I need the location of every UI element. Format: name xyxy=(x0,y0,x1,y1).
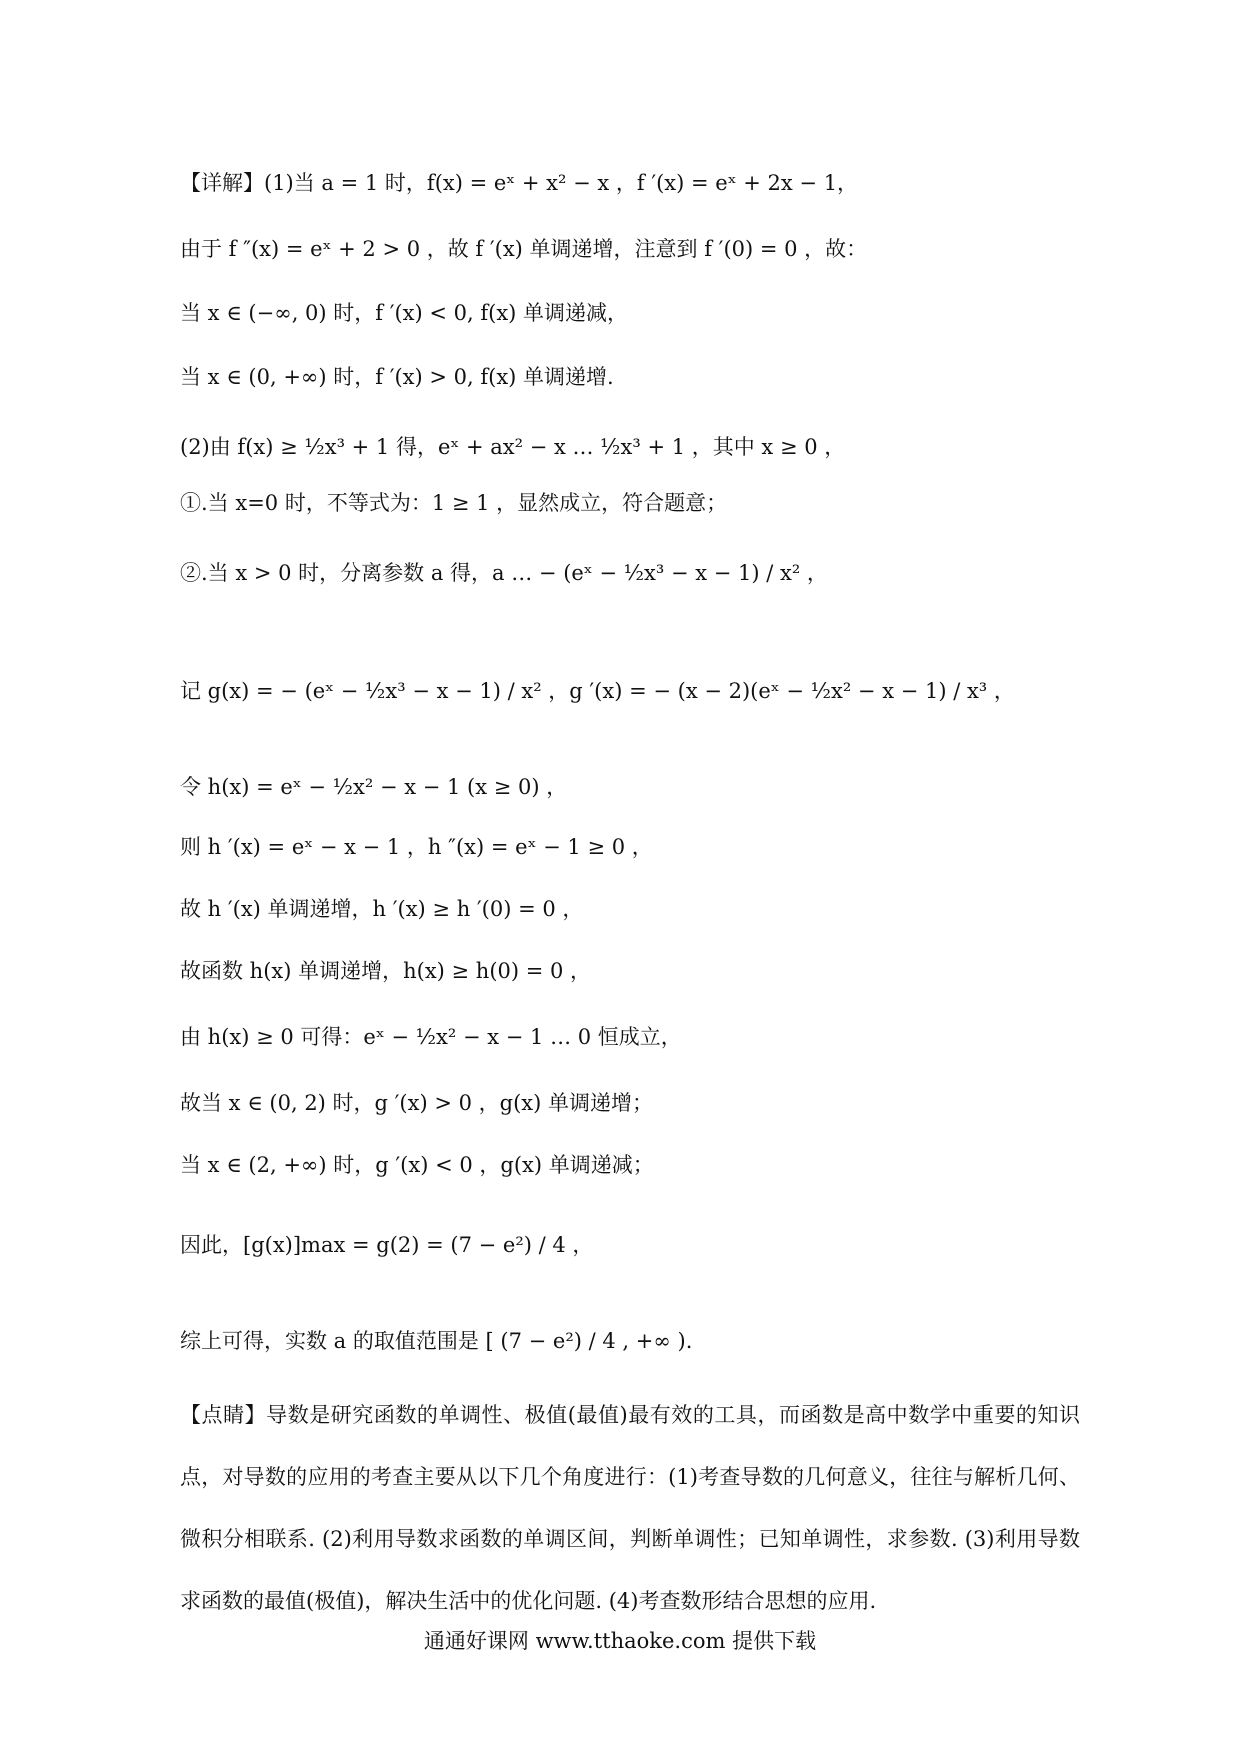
solution-line-5: (2)由 f(x) ≥ ½x³ + 1 得，eˣ + ax² − x … ½x³ + 1 ，其中 x ≥ 0 ， xyxy=(180,435,846,459)
solution-line-12: 故函数 h(x) 单调递增，h(x) ≥ h(0) = 0 ， xyxy=(180,959,592,983)
page-footer: 通通好课网 www.tthaoke.com 提供下载 xyxy=(423,1629,817,1653)
summary-note: 【点睛】导数是研究函数的单调性、极值(最值)最有效的工具，而函数是高中数学中重要的知识点，对导数的应用的考查主要从以下几个角度进行：(1)考查导数的几何意义，往往与解析几何、微积分相联系. (2)利用导数求函数的单调区间，判断单调性；已知单调性，求参数. (3)利用导数求函数的最值(极值)，解决生活中的优化问题. (4)考查数形结合思想的应用. xyxy=(180,1403,1080,1613)
solution-line-17: 综上可得，实数 a 的取值范围是 [ (7 − e²) / 4 , +∞ ). xyxy=(180,1329,693,1353)
solution-line-6: ①.当 x=0 时，不等式为：1 ≥ 1 ，显然成立，符合题意； xyxy=(180,491,728,515)
solution-line-8: 记 g(x) = − (eˣ − ½x³ − x − 1) / x² ，g ′(x) = − (x − 2)(eˣ − ½x² − x − 1) / x³ ， xyxy=(180,679,1015,703)
solution-line-4: 当 x ∈ (0, +∞) 时，f ′(x) > 0, f(x) 单调递增. xyxy=(180,365,614,389)
solution-line-15: 当 x ∈ (2, +∞) 时，g ′(x) < 0 ，g(x) 单调递减； xyxy=(180,1153,654,1177)
solution-line-2: 由于 f ″(x) = eˣ + 2 > 0 ，故 f ′(x) 单调递增，注意到 f ′(0) = 0 ，故： xyxy=(180,237,868,261)
solution-line-1: 【详解】(1)当 a = 1 时，f(x) = eˣ + x² − x ，f ′(x) = eˣ + 2x − 1， xyxy=(180,171,859,195)
solution-line-9: 令 h(x) = eˣ − ½x² − x − 1 (x ≥ 0) ， xyxy=(180,775,568,799)
solution-line-14: 故当 x ∈ (0, 2) 时，g ′(x) > 0 ，g(x) 单调递增； xyxy=(180,1091,653,1115)
solution-line-3: 当 x ∈ (−∞, 0) 时，f ′(x) < 0, f(x) 单调递减， xyxy=(180,301,629,325)
solution-line-16: 因此，[g(x)]max = g(2) = (7 − e²) / 4 ， xyxy=(180,1233,594,1257)
solution-line-7: ②.当 x > 0 时，分离参数 a 得，a … − (eˣ − ½x³ − x − 1) / x² ， xyxy=(180,561,828,585)
solution-line-11: 故 h ′(x) 单调递增，h ′(x) ≥ h ′(0) = 0 ， xyxy=(180,897,584,921)
solution-line-13: 由 h(x) ≥ 0 可得：eˣ − ½x² − x − 1 … 0 恒成立， xyxy=(180,1025,682,1049)
solution-line-10: 则 h ′(x) = eˣ − x − 1 ，h ″(x) = eˣ − 1 ≥ 0 ， xyxy=(180,835,653,859)
